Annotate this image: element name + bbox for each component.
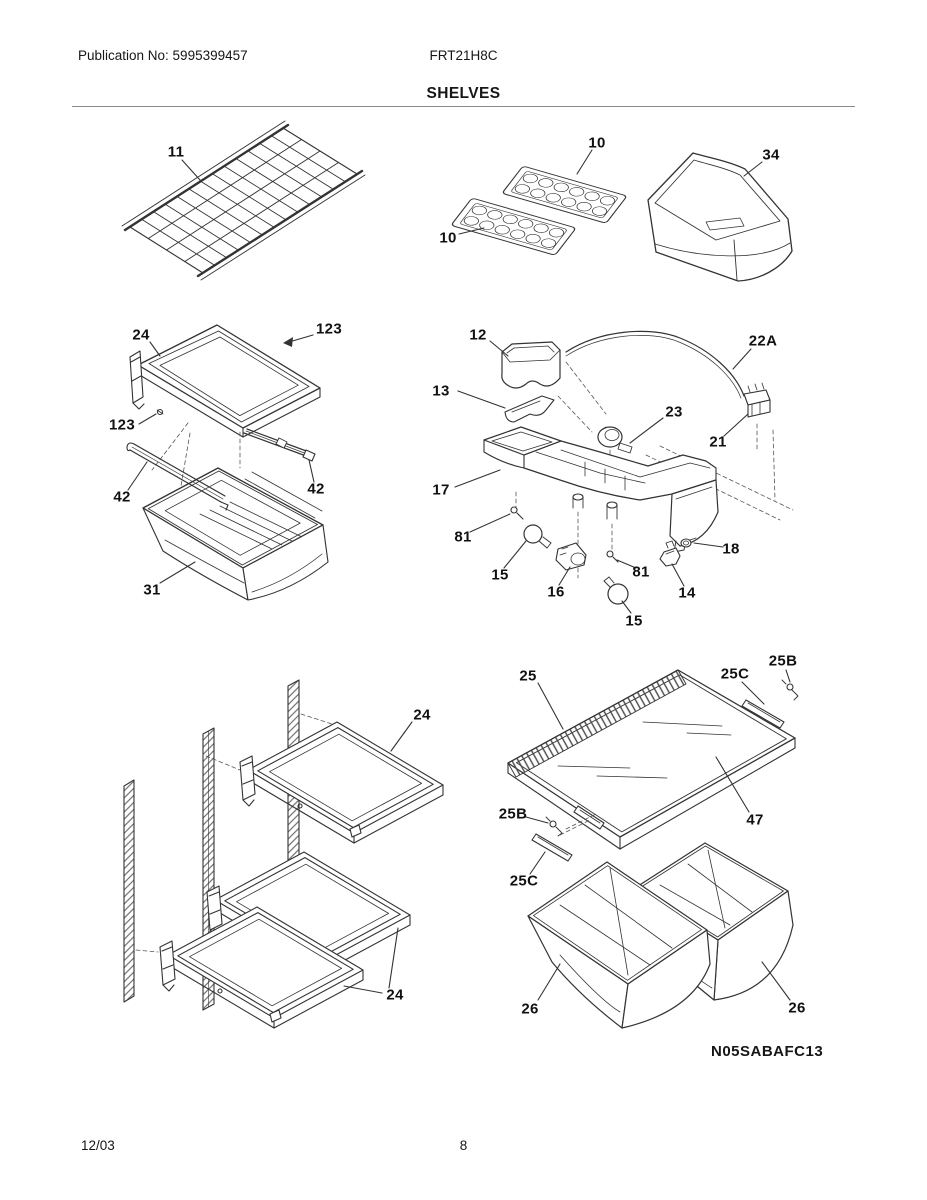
callout-10: 10: [588, 134, 606, 152]
page-title: SHELVES: [426, 85, 501, 102]
callout-47: 47: [746, 811, 764, 829]
callout-15: 15: [491, 566, 509, 584]
callout-25B: 25B: [498, 805, 528, 823]
callout-25C: 25C: [720, 665, 750, 683]
callout-25: 25: [519, 667, 537, 685]
callout-11: 11: [167, 143, 185, 161]
callout-31: 31: [143, 581, 161, 599]
callout-13: 13: [432, 382, 450, 400]
callout-42: 42: [307, 480, 325, 498]
footer-page-number: 8: [459, 1138, 468, 1153]
callout-24: 24: [386, 986, 404, 1004]
callout-123: 123: [316, 320, 342, 338]
footer-date: 12/03: [81, 1138, 115, 1153]
callout-34: 34: [762, 146, 780, 164]
callout-12: 12: [469, 326, 487, 344]
callout-25C: 25C: [509, 872, 539, 890]
callout-42: 42: [113, 488, 131, 506]
callout-10: 10: [439, 229, 457, 247]
callout-23: 23: [665, 403, 683, 421]
callout-18: 18: [722, 540, 740, 558]
callout-81: 81: [454, 528, 472, 546]
callout-123: 123: [109, 416, 135, 434]
publication-number: Publication No: 5995399457: [78, 48, 248, 63]
callout-14: 14: [678, 584, 696, 602]
callout-24: 24: [132, 326, 150, 344]
callout-17: 17: [432, 481, 450, 499]
callout-24: 24: [413, 706, 431, 724]
callout-81: 81: [632, 563, 650, 581]
callout-26: 26: [788, 999, 806, 1017]
model-number: FRT21H8C: [429, 48, 498, 63]
callout-15: 15: [625, 612, 643, 630]
callout-21: 21: [709, 433, 727, 451]
callout-25B: 25B: [768, 652, 798, 670]
callout-22A: 22A: [748, 332, 778, 350]
callout-26: 26: [521, 1000, 539, 1018]
diagram-id: N05SABAFC13: [711, 1043, 824, 1060]
callout-16: 16: [547, 583, 565, 601]
